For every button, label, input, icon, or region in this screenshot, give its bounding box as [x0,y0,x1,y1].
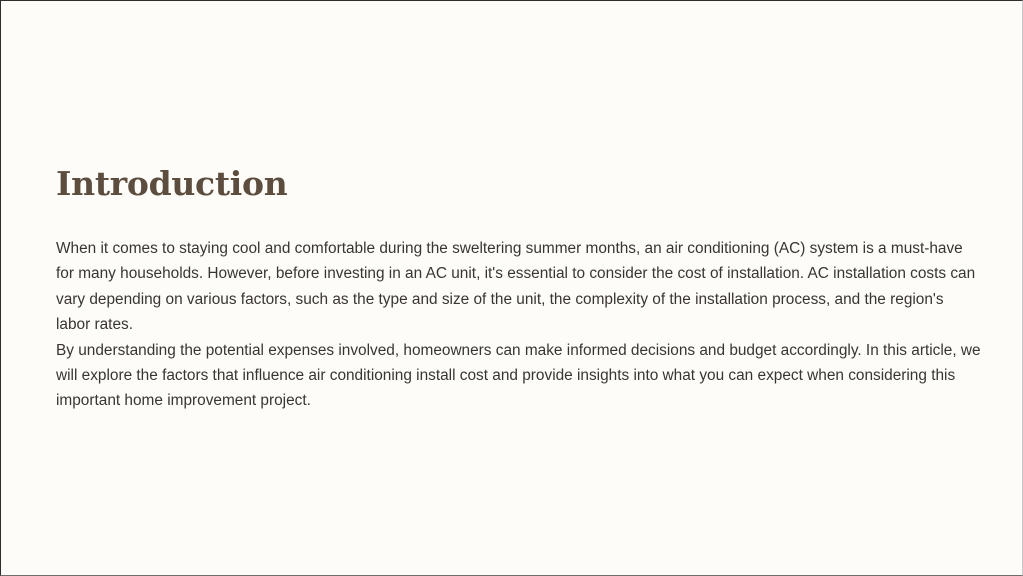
slide-title: Introduction [56,164,288,203]
body-paragraph-1: When it comes to staying cool and comfortable during the sweltering summer months, an air conditioning (AC) system is a must-have for many households. However, before investing in an AC unit, it's essential to consider the cost of installation. AC installation costs can vary depending on various factors, such as the type and size of the unit, the complexity of the installation process, and the region's labor rates. [56,240,976,334]
slide-body [56,236,981,414]
body-paragraph-2: By understanding the potential expenses involved, homeowners can make informed decisions and budget accordingly. In this article, we will explore the factors that influence air conditioning install cost and provide insights into what you can expect when considering this important home improvement project. [56,341,981,410]
slide-content [56,161,981,414]
